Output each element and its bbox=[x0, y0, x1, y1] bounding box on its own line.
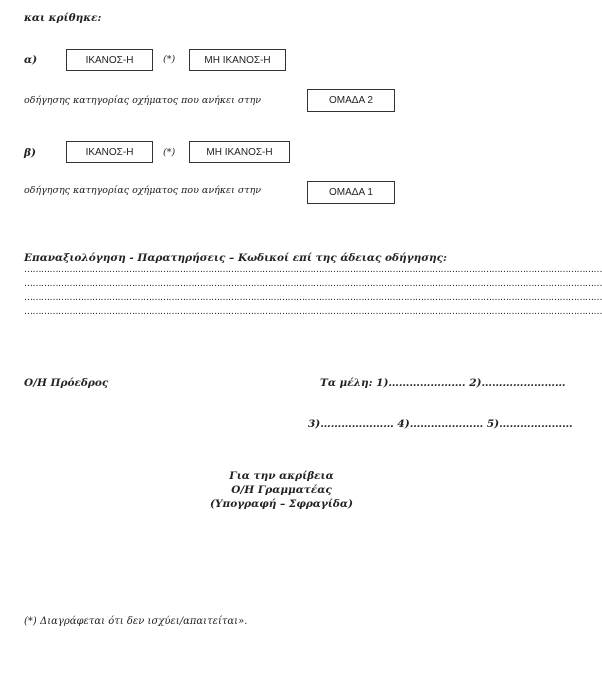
section-b-capable-box[interactable]: ΙΚΑΝΟΣ-Η bbox=[66, 141, 153, 163]
section-a-group-box[interactable]: ΟΜΑΔΑ 2 bbox=[307, 89, 395, 112]
remarks-line-1[interactable]: …………………………………………………………………………………………………………………………………………………………………………………… bbox=[24, 265, 602, 275]
members-line-2: 3)………………… 4)………………… 5)………………… bbox=[308, 418, 573, 430]
remarks-title: Επαναξιολόγηση - Παρατηρήσεις – Κωδικοί επί της άδειας οδήγησης: bbox=[24, 252, 447, 264]
section-a-category-text: οδήγησης κατηγορίας οχήματος που ανήκει στην bbox=[24, 95, 262, 106]
section-a-label: α) bbox=[24, 54, 38, 66]
section-b-category-text: οδήγησης κατηγορίας οχήματος που ανήκει στην bbox=[24, 185, 262, 196]
certify-line-3: (Υπογραφή – Σφραγίδα) bbox=[210, 498, 353, 510]
section-b-label: β) bbox=[24, 147, 36, 159]
section-a-capable-box[interactable]: ΙΚΑΝΟΣ-Η bbox=[66, 49, 153, 71]
members-line-1: Τα μέλη: 1)…………………. 2)…………………… bbox=[320, 377, 566, 389]
section-a-asterisk: (*) bbox=[163, 54, 176, 65]
remarks-line-2[interactable]: …………………………………………………………………………………………………………………………………………………………………………………… bbox=[24, 279, 602, 289]
section-b-asterisk: (*) bbox=[163, 147, 176, 158]
certify-line-2: Ο/Η Γραμματέας bbox=[231, 484, 332, 496]
section-b-group-box[interactable]: ΟΜΑΔΑ 1 bbox=[307, 181, 395, 204]
remarks-line-3[interactable]: …………………………………………………………………………………………………………………………………………………………………………………… bbox=[24, 293, 602, 303]
section-a-not-capable-box[interactable]: ΜΗ ΙΚΑΝΟΣ-Η bbox=[189, 49, 286, 71]
president-label: Ο/Η Πρόεδρος bbox=[24, 377, 109, 389]
footnote: (*) Διαγράφεται ότι δεν ισχύει/απαιτείται». bbox=[24, 616, 248, 627]
heading: και κρίθηκε: bbox=[24, 12, 102, 24]
certify-line-1: Για την ακρίβεια bbox=[229, 470, 334, 482]
section-b-not-capable-box[interactable]: ΜΗ ΙΚΑΝΟΣ-Η bbox=[189, 141, 290, 163]
remarks-line-4[interactable]: …………………………………………………………………………………………………………………………………………………………………………………… bbox=[24, 307, 602, 317]
